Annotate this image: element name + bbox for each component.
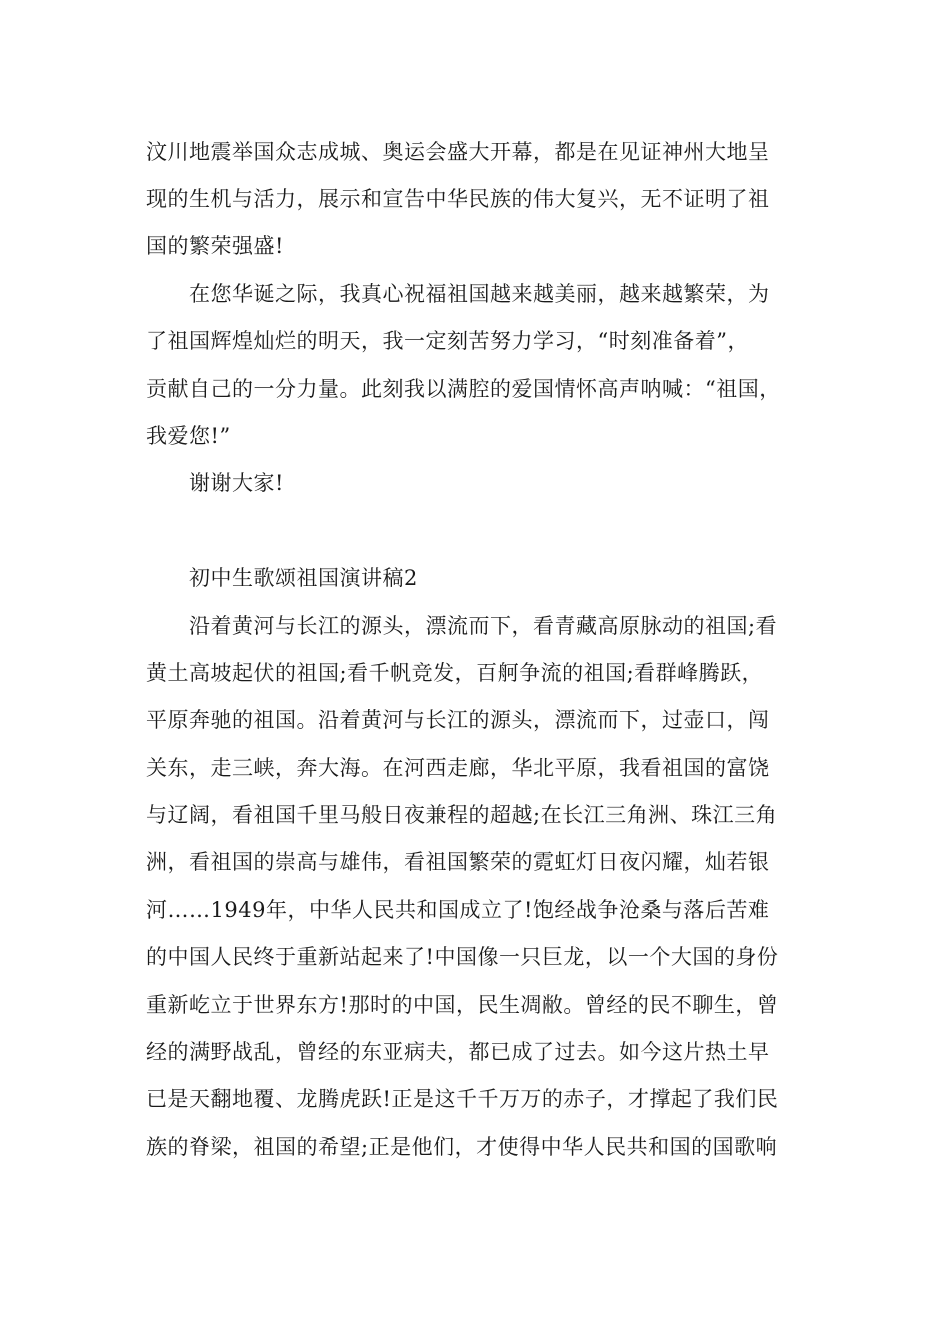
paragraph-line: 洲，看祖国的崇高与雄伟，看祖国繁荣的霓虹灯日夜闪耀，灿若银: [146, 850, 770, 874]
paragraph-line: 国的繁荣强盛!: [146, 234, 284, 258]
paragraph-line: 的中国人民终于重新站起来了!中国像一只巨龙，以一个大国的身份: [146, 945, 779, 969]
paragraph-line: 贡献自己的一分力量。此刻我以满腔的爱国情怀高声呐喊：“祖国，: [146, 377, 781, 401]
paragraph-line: 在您华诞之际，我真心祝福祖国越来越美丽，越来越繁荣，为: [189, 282, 770, 306]
paragraph-line: 现的生机与活力，展示和宣告中华民族的伟大复兴，无不证明了祖: [146, 187, 770, 211]
paragraph-line: 沿着黄河与长江的源头，漂流而下，看青藏高原脉动的祖国;看: [189, 614, 778, 638]
paragraph-line: 与辽阔，看祖国千里马般日夜兼程的超越;在长江三角洲、珠江三角: [146, 803, 778, 827]
paragraph-line: 平原奔驰的祖国。沿着黄河与长江的源头，漂流而下，过壶口，闯: [146, 708, 770, 732]
paragraph-line: 关东，走三峡，奔大海。在河西走廊，华北平原，我看祖国的富饶: [146, 756, 770, 780]
paragraph-line: 黄土高坡起伏的祖国;看千帆竞发，百舸争流的祖国;看群峰腾跃，: [146, 661, 764, 685]
paragraph-line: 河……1949年，中华人民共和国成立了!饱经战争沧桑与落后苦难: [146, 898, 770, 922]
paragraph-line: 已是天翻地覆、龙腾虎跃!正是这千千万万的赤子，才撑起了我们民: [146, 1087, 779, 1111]
paragraph-line: 了祖国辉煌灿烂的明天，我一定刻苦努力学习，“时刻准备着”，: [146, 329, 749, 353]
paragraph-line: 谢谢大家!: [189, 471, 284, 495]
paragraph-line: 经的满野战乱，曾经的东亚病夫，都已成了过去。如今这片热土早: [146, 1040, 770, 1064]
paragraph-line: 族的脊梁，祖国的希望;正是他们，才使得中华人民共和国的国歌响: [146, 1135, 778, 1159]
paragraph-line: 汶川地震举国众志成城、奥运会盛大开幕，都是在见证神州大地呈: [146, 140, 770, 164]
paragraph-line: 重新屹立于世界东方!那时的中国，民生凋敝。曾经的民不聊生，曾: [146, 993, 779, 1017]
section-title: 初中生歌颂祖国演讲稿2: [189, 566, 418, 590]
paragraph-line: 我爱您!”: [146, 424, 231, 448]
